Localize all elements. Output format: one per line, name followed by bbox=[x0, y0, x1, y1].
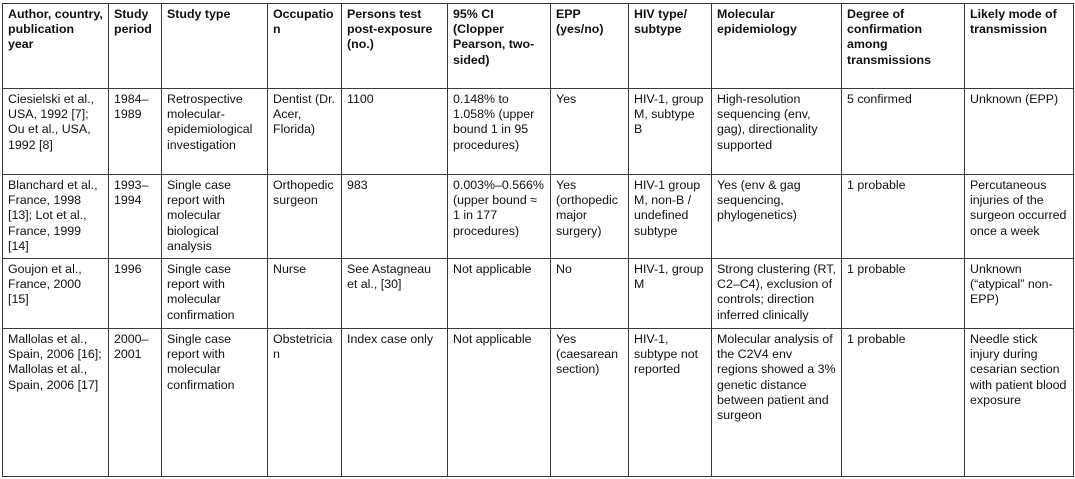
header-persons-tested: Persons test post-exposure (no.) bbox=[342, 4, 448, 89]
cell-mode: Unknown (“atypical” non-EPP) bbox=[965, 259, 1074, 329]
cell-confirmation: 5 confirmed bbox=[842, 89, 965, 175]
header-study-type: Study type bbox=[162, 4, 268, 89]
header-mode: Likely mode of transmission bbox=[965, 4, 1074, 89]
cell-author: Blanchard et al., France, 1998 [13]; Lot et al., France, 1999 [14] bbox=[3, 175, 109, 259]
header-ci: 95% CI (Clopper Pearson, two-sided) bbox=[448, 4, 551, 89]
cell-confirmation: 1 probable bbox=[842, 329, 965, 477]
header-epp: EPP (yes/no) bbox=[551, 4, 629, 89]
header-confirmation: Degree of confirmation among transmissions bbox=[842, 4, 965, 89]
cell-occupation: Orthopedic surgeon bbox=[268, 175, 342, 259]
cell-hiv-type: HIV-1, subtype not reported bbox=[629, 329, 712, 477]
cell-ci: Not applicable bbox=[448, 259, 551, 329]
cell-persons-tested: See Astagneau et al., [30] bbox=[342, 259, 448, 329]
header-author: Author, country, publication year bbox=[3, 4, 109, 89]
table-row bbox=[3, 89, 1074, 175]
cell-molecular-epidemiology: Yes (env & gag sequencing, phylogenetics) bbox=[712, 175, 842, 259]
cell-hiv-type: HIV-1, group M bbox=[629, 259, 712, 329]
cell-study-type: Single case report with molecular biological analysis bbox=[162, 175, 268, 259]
header-row bbox=[3, 4, 1074, 89]
cell-persons-tested: 1100 bbox=[342, 89, 448, 175]
cell-occupation: Nurse bbox=[268, 259, 342, 329]
cell-study-type: Retrospective molecular-epidemiological investigation bbox=[162, 89, 268, 175]
cell-confirmation: 1 probable bbox=[842, 259, 965, 329]
cell-epp: Yes (orthopedic major surgery) bbox=[551, 175, 629, 259]
cell-study-period: 1993–1994 bbox=[109, 175, 162, 259]
cell-hiv-type: HIV-1, group M, subtype B bbox=[629, 89, 712, 175]
cell-epp: Yes (caesarean section) bbox=[551, 329, 629, 477]
table-row bbox=[3, 175, 1074, 259]
cell-epp: Yes bbox=[551, 89, 629, 175]
cell-ci: 0.003%–0.566% (upper bound ≈ 1 in 177 procedures) bbox=[448, 175, 551, 259]
cell-study-type: Single case report with molecular confirmation bbox=[162, 259, 268, 329]
header-hiv-type: HIV type/ subtype bbox=[629, 4, 712, 89]
cell-author: Mallolas et al., Spain, 2006 [16]; Mallolas et al., Spain, 2006 [17] bbox=[3, 329, 109, 477]
cell-molecular-epidemiology: Strong clustering (RT, C2–C4), exclusion of controls; direction inferred clinically bbox=[712, 259, 842, 329]
cell-mode: Unknown (EPP) bbox=[965, 89, 1074, 175]
cell-hiv-type: HIV-1 group M, non-B / undefined subtype bbox=[629, 175, 712, 259]
cell-occupation: Dentist (Dr. Acer, Florida) bbox=[268, 89, 342, 175]
cell-author: Ciesielski et al., USA, 1992 [7]; Ou et al., USA, 1992 [8] bbox=[3, 89, 109, 175]
cell-mode: Percutaneous injuries of the surgeon occurred once a week bbox=[965, 175, 1074, 259]
cell-molecular-epidemiology: Molecular analysis of the C2V4 env regions showed a 3% genetic distance between patient and surgeon bbox=[712, 329, 842, 477]
cell-study-period: 1984–1989 bbox=[109, 89, 162, 175]
cell-mode: Needle stick injury during cesarian section with patient blood exposure bbox=[965, 329, 1074, 477]
cell-persons-tested: 983 bbox=[342, 175, 448, 259]
cell-author: Goujon et al., France, 2000 [15] bbox=[3, 259, 109, 329]
cell-ci: 0.148% to 1.058% (upper bound 1 in 95 procedures) bbox=[448, 89, 551, 175]
cell-molecular-epidemiology: High-resolution sequencing (env, gag), directionality supported bbox=[712, 89, 842, 175]
cell-confirmation: 1 probable bbox=[842, 175, 965, 259]
header-molecular-epidemiology: Molecular epidemiology bbox=[712, 4, 842, 89]
cell-epp: No bbox=[551, 259, 629, 329]
header-occupation: Occupation bbox=[268, 4, 342, 89]
cell-study-period: 2000–2001 bbox=[109, 329, 162, 477]
cell-persons-tested: Index case only bbox=[342, 329, 448, 477]
table-row bbox=[3, 259, 1074, 329]
table-row bbox=[3, 329, 1074, 477]
cell-study-type: Single case report with molecular confirmation bbox=[162, 329, 268, 477]
header-study-period: Study period bbox=[109, 4, 162, 89]
cell-occupation: Obstetrician bbox=[268, 329, 342, 477]
cell-ci: Not applicable bbox=[448, 329, 551, 477]
cell-study-period: 1996 bbox=[109, 259, 162, 329]
hiv-transmission-table bbox=[2, 3, 1074, 477]
